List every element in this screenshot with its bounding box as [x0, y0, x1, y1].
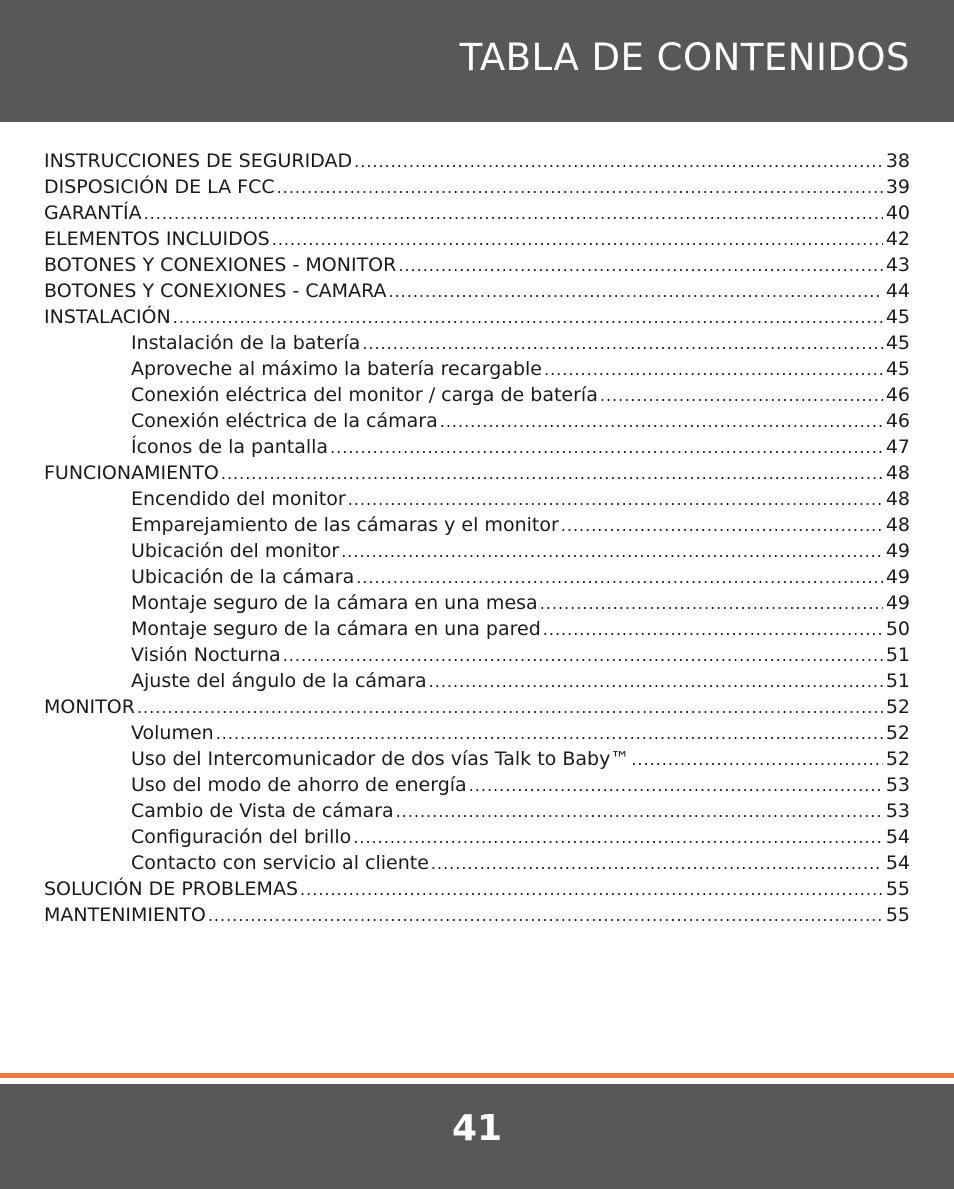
dot-leader: [398, 253, 882, 278]
toc-entry-page: 53: [885, 800, 910, 822]
toc-entry-page: 45: [885, 332, 910, 354]
dot-leader: [208, 903, 883, 928]
toc-entry-page: 48: [885, 514, 910, 536]
toc-entry-title: SOLUCIÓN DE PROBLEMAS: [44, 878, 299, 900]
toc-entry-page: 42: [885, 228, 910, 250]
toc-entry-page: 46: [885, 384, 910, 406]
toc-entry-title: Ubicación del monitor: [131, 540, 340, 562]
dot-leader: [440, 409, 883, 434]
toc-entry: [44, 174, 910, 200]
toc-entry-title: BOTONES Y CONEXIONES - MONITOR: [44, 254, 397, 276]
toc-entry: [44, 252, 910, 278]
table-of-contents: [44, 148, 910, 928]
toc-entry-page: 51: [885, 670, 910, 692]
toc-subentry: [44, 590, 910, 616]
dot-leader: [631, 747, 882, 772]
toc-entry-page: 55: [885, 878, 910, 900]
dot-leader: [341, 539, 883, 564]
dot-leader: [600, 383, 883, 408]
dot-leader: [221, 461, 883, 486]
toc-entry-title: DISPOSICIÓN DE LA FCC: [44, 176, 275, 198]
accent-divider: [0, 1073, 954, 1078]
toc-entry-page: 47: [885, 436, 910, 458]
toc-entry-page: 45: [885, 358, 910, 380]
toc-subentry: [44, 642, 910, 668]
dot-leader: [353, 825, 883, 850]
dot-leader: [137, 695, 883, 720]
toc-entry-title: Cambio de Vista de cámara: [131, 800, 394, 822]
dot-leader: [389, 279, 883, 304]
toc-entry-title: MONITOR: [44, 696, 135, 718]
toc-subentry: [44, 382, 910, 408]
dot-leader: [396, 799, 883, 824]
dot-leader: [144, 201, 883, 226]
toc-entry-page: 50: [885, 618, 910, 640]
dot-leader: [216, 721, 883, 746]
toc-subentry: [44, 330, 910, 356]
toc-entry-title: Visión Nocturna: [131, 644, 281, 666]
footer-band: [0, 1084, 954, 1189]
dot-leader: [348, 487, 883, 512]
toc-subentry: [44, 538, 910, 564]
toc-entry-title: Encendido del monitor: [131, 488, 346, 510]
toc-entry-page: 52: [885, 748, 910, 770]
toc-entry-page: 48: [885, 462, 910, 484]
dot-leader: [431, 851, 883, 876]
toc-entry-title: Volumen: [131, 722, 214, 744]
dot-leader: [173, 305, 883, 330]
dot-leader: [356, 565, 883, 590]
toc-entry-title: Conexión eléctrica de la cámara: [131, 410, 438, 432]
toc-entry-page: 44: [885, 280, 910, 302]
toc-entry-page: 52: [885, 696, 910, 718]
page-title: TABLA DE CONTENIDOS: [459, 36, 910, 79]
toc-entry-page: 55: [885, 904, 910, 926]
dot-leader: [429, 669, 883, 694]
toc-entry-title: Montaje seguro de la cámara en una mesa: [131, 592, 538, 614]
toc-entry-title: Ubicación de la cámara: [131, 566, 355, 588]
toc-entry-title: Montaje seguro de la cámara en una pared: [131, 618, 541, 640]
toc-entry: [44, 460, 910, 486]
toc-entry: [44, 902, 910, 928]
toc-entry-page: 49: [885, 540, 910, 562]
toc-subentry: [44, 616, 910, 642]
toc-entry-title: Uso del modo de ahorro de energía: [131, 774, 467, 796]
toc-entry-page: 51: [885, 644, 910, 666]
dot-leader: [540, 591, 883, 616]
dot-leader: [277, 175, 883, 200]
header-band: [0, 0, 954, 122]
toc-entry-page: 48: [885, 488, 910, 510]
toc-entry: [44, 148, 910, 174]
toc-entry: [44, 200, 910, 226]
toc-subentry: [44, 772, 910, 798]
toc-entry-page: 54: [885, 852, 910, 874]
dot-leader: [543, 617, 883, 642]
toc-entry: [44, 304, 910, 330]
toc-entry-title: BOTONES Y CONEXIONES - CAMARA: [44, 280, 387, 302]
toc-subentry: [44, 434, 910, 460]
toc-subentry: [44, 798, 910, 824]
dot-leader: [544, 357, 883, 382]
toc-entry-title: Configuración del brillo: [131, 826, 352, 848]
toc-entry-title: Ajuste del ángulo de la cámara: [131, 670, 427, 692]
toc-entry-page: 38: [885, 150, 910, 172]
dot-leader: [561, 513, 883, 538]
page-number: 41: [451, 1108, 503, 1149]
toc-subentry: [44, 850, 910, 876]
toc-entry-title: Uso del Intercomunicador de dos vías Talk to Baby™: [131, 748, 630, 770]
toc-entry-page: 49: [885, 566, 910, 588]
toc-entry-page: 39: [885, 176, 910, 198]
toc-subentry: [44, 408, 910, 434]
toc-entry-title: MANTENIMIENTO: [44, 904, 206, 926]
dot-leader: [469, 773, 883, 798]
toc-entry: [44, 226, 910, 252]
toc-subentry: [44, 486, 910, 512]
toc-entry-page: 43: [885, 254, 910, 276]
dot-leader: [354, 149, 883, 174]
toc-entry-page: 49: [885, 592, 910, 614]
dot-leader: [283, 643, 883, 668]
toc-entry: [44, 876, 910, 902]
toc-entry-title: Aproveche al máximo la batería recargable: [131, 358, 542, 380]
toc-entry-page: 45: [885, 306, 910, 328]
toc-entry-title: Instalación de la batería: [131, 332, 361, 354]
dot-leader: [272, 227, 883, 252]
toc-entry-title: ELEMENTOS INCLUIDOS: [44, 228, 270, 250]
toc-entry-title: Contacto con servicio al cliente: [131, 852, 429, 874]
toc-entry-page: 46: [885, 410, 910, 432]
dot-leader: [300, 877, 883, 902]
toc-entry-page: 53: [885, 774, 910, 796]
toc-entry-title: FUNCIONAMIENTO: [44, 462, 219, 484]
toc-subentry: [44, 746, 910, 772]
toc-subentry: [44, 720, 910, 746]
toc-subentry: [44, 668, 910, 694]
toc-entry: [44, 694, 910, 720]
toc-entry-title: Emparejamiento de las cámaras y el monitor: [131, 514, 559, 536]
toc-entry-title: GARANTÍA: [44, 202, 142, 224]
toc-subentry: [44, 564, 910, 590]
dot-leader: [362, 331, 882, 356]
dot-leader: [330, 435, 883, 460]
toc-subentry: [44, 512, 910, 538]
toc-entry-page: 54: [885, 826, 910, 848]
toc-entry-title: Conexión eléctrica del monitor / carga de batería: [131, 384, 598, 406]
toc-subentry: [44, 356, 910, 382]
toc-entry-page: 52: [885, 722, 910, 744]
toc-entry-title: Íconos de la pantalla: [131, 436, 329, 458]
toc-entry: [44, 278, 910, 304]
toc-entry-page: 40: [885, 202, 910, 224]
toc-entry-title: INSTRUCCIONES DE SEGURIDAD: [44, 150, 353, 172]
toc-entry-title: INSTALACIÓN: [44, 306, 171, 328]
toc-subentry: [44, 824, 910, 850]
